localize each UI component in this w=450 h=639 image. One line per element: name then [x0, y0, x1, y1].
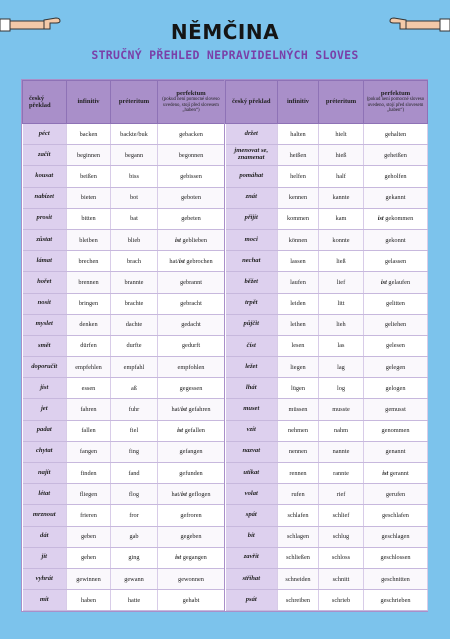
preterite-cell: aß	[111, 378, 158, 399]
czech-cell: zavřít	[226, 547, 278, 568]
perfect-cell: geschlossen	[364, 547, 428, 568]
infinitive-cell: beginnen	[67, 145, 111, 166]
perfect-cell: gehabt	[158, 590, 225, 611]
czech-cell: běžet	[226, 272, 278, 293]
table-row	[23, 166, 225, 187]
preterite-cell: kam	[319, 208, 364, 229]
perfect-cell: geschrieben	[364, 590, 428, 611]
table-row	[226, 484, 428, 505]
infinitive-cell: haben	[67, 590, 111, 611]
perfect-cell: gebissen	[158, 166, 225, 187]
czech-cell: lámat	[23, 251, 67, 272]
perfect-cell: hat/ist gefahren	[158, 399, 225, 420]
czech-cell: lhát	[226, 378, 278, 399]
table-row	[226, 568, 428, 589]
perfect-cell: ist gerannt	[364, 463, 428, 484]
infinitive-cell: frieren	[67, 505, 111, 526]
auxiliary-ist: ist	[180, 490, 187, 498]
auxiliary-ist: ist	[177, 427, 184, 435]
infinitive-cell: leihen	[278, 314, 319, 335]
czech-cell: držet	[226, 124, 278, 145]
table-row	[23, 568, 225, 589]
preterite-cell: hieß	[319, 145, 364, 166]
preterite-cell: schnitt	[319, 568, 364, 589]
preterite-cell: brachte	[111, 293, 158, 314]
perfect-cell: ist geblieben	[158, 229, 225, 250]
infinitive-cell: laufen	[278, 272, 319, 293]
preterite-cell: bot	[111, 187, 158, 208]
czech-cell: chytat	[23, 441, 67, 462]
czech-cell: hořet	[23, 272, 67, 293]
table-row	[226, 547, 428, 568]
table-row	[226, 378, 428, 399]
czech-cell: jít	[23, 547, 67, 568]
table-row	[23, 314, 225, 335]
perfect-cell: gebacken	[158, 124, 225, 145]
page-title: NĚMČINA	[170, 20, 280, 44]
perfect-cell: gedacht	[158, 314, 225, 335]
preterite-cell: lief	[319, 272, 364, 293]
infinitive-cell: kennen	[278, 187, 319, 208]
preterite-cell: gewann	[111, 568, 158, 589]
perfect-cell: gelesen	[364, 335, 428, 356]
infinitive-cell: liegen	[278, 357, 319, 378]
perfect-cell: geliehen	[364, 314, 428, 335]
czech-cell: muset	[226, 399, 278, 420]
table-row	[23, 399, 225, 420]
preterite-cell: rief	[319, 484, 364, 505]
infinitive-cell: essen	[67, 378, 111, 399]
preterite-cell: fror	[111, 505, 158, 526]
table-row	[23, 145, 225, 166]
preterite-cell: backte/buk	[111, 124, 158, 145]
preterite-cell: bat	[111, 208, 158, 229]
preterite-cell: litt	[319, 293, 364, 314]
czech-cell: spát	[226, 505, 278, 526]
perfect-cell: gegeben	[158, 526, 225, 547]
infinitive-cell: nennen	[278, 441, 319, 462]
infinitive-cell: lügen	[278, 378, 319, 399]
table-row	[23, 378, 225, 399]
table-row	[226, 357, 428, 378]
preterite-cell: nannte	[319, 441, 364, 462]
czech-cell: nosit	[23, 293, 67, 314]
table-row	[23, 357, 225, 378]
preterite-cell: ließ	[319, 251, 364, 272]
perfect-cell: gerufen	[364, 484, 428, 505]
auxiliary-ist: ist	[175, 554, 182, 562]
infinitive-cell: bringen	[67, 293, 111, 314]
czech-cell: dát	[23, 526, 67, 547]
preterite-cell: durfte	[111, 335, 158, 356]
table-row	[23, 505, 225, 526]
czech-cell: létat	[23, 484, 67, 505]
czech-cell: mrznout	[23, 505, 67, 526]
czech-cell: padat	[23, 420, 67, 441]
infinitive-cell: kommen	[278, 208, 319, 229]
perfect-cell: gebrannt	[158, 272, 225, 293]
table-row	[23, 124, 225, 145]
preterite-cell: fiel	[111, 420, 158, 441]
table-row	[226, 463, 428, 484]
table-row	[226, 314, 428, 335]
table-row	[23, 420, 225, 441]
table-row	[226, 166, 428, 187]
table-row	[226, 272, 428, 293]
table-row	[23, 590, 225, 611]
infinitive-cell: heißen	[278, 145, 319, 166]
czech-cell: přijít	[226, 208, 278, 229]
preterite-cell: hielt	[319, 124, 364, 145]
czech-cell: péct	[23, 124, 67, 145]
perfect-cell: gedurft	[158, 335, 225, 356]
perfect-cell: geschlagen	[364, 526, 428, 547]
table-row	[23, 335, 225, 356]
table-row	[23, 187, 225, 208]
czech-cell: vzít	[226, 420, 278, 441]
table-row	[23, 484, 225, 505]
infinitive-cell: brennen	[67, 272, 111, 293]
preterite-cell: lieh	[319, 314, 364, 335]
preterite-cell: dachte	[111, 314, 158, 335]
auxiliary-ist: ist	[180, 406, 187, 414]
table-row	[226, 335, 428, 356]
czech-cell: doporučit	[23, 357, 67, 378]
perfect-cell: gemusst	[364, 399, 428, 420]
czech-cell: najít	[23, 463, 67, 484]
infinitive-cell: rennen	[278, 463, 319, 484]
preterite-cell: log	[319, 378, 364, 399]
infinitive-cell: fangen	[67, 441, 111, 462]
table-row	[226, 124, 428, 145]
preterite-cell: biss	[111, 166, 158, 187]
perfect-cell: gebracht	[158, 293, 225, 314]
perfect-cell: hat/ist gebrochen	[158, 251, 225, 272]
perfect-cell: geholfen	[364, 166, 428, 187]
auxiliary-ist: ist	[178, 257, 185, 265]
czech-cell: moci	[226, 229, 278, 250]
verb-table-left-panel	[22, 80, 224, 611]
preterite-cell: rannte	[319, 463, 364, 484]
czech-cell: jmenovat se, znamenat	[226, 145, 278, 166]
preterite-cell: nahm	[319, 420, 364, 441]
auxiliary-ist: ist	[380, 278, 387, 286]
czech-cell: ležet	[226, 357, 278, 378]
czech-cell: jíst	[23, 378, 67, 399]
preterite-cell: schloss	[319, 547, 364, 568]
verb-table-right-panel	[225, 80, 427, 611]
czech-cell: jet	[23, 399, 67, 420]
czech-cell: číst	[226, 335, 278, 356]
perfect-cell: gewonnen	[158, 568, 225, 589]
infinitive-cell: leiden	[278, 293, 319, 314]
table-row	[226, 590, 428, 611]
preterite-cell: gab	[111, 526, 158, 547]
czech-cell: kousat	[23, 166, 67, 187]
perfect-cell: ist gefallen	[158, 420, 225, 441]
column-header-perfect	[364, 81, 428, 124]
perfect-cell: gekonnt	[364, 229, 428, 250]
perfect-cell: geschnitten	[364, 568, 428, 589]
table-row	[226, 505, 428, 526]
preterite-cell: fing	[111, 441, 158, 462]
table-row	[23, 208, 225, 229]
czech-cell: mít	[23, 590, 67, 611]
perfect-cell: gehalten	[364, 124, 428, 145]
auxiliary-ist: ist	[377, 215, 384, 223]
table-row	[23, 441, 225, 462]
infinitive-cell: fallen	[67, 420, 111, 441]
preterite-cell: konnte	[319, 229, 364, 250]
preterite-cell: kannte	[319, 187, 364, 208]
table-row	[226, 399, 428, 420]
perfect-cell: empfohlen	[158, 357, 225, 378]
table-row	[23, 272, 225, 293]
czech-cell: začít	[23, 145, 67, 166]
czech-cell: bít	[226, 526, 278, 547]
perfect-cell: geboten	[158, 187, 225, 208]
infinitive-cell: lesen	[278, 335, 319, 356]
column-header-czech: český překlad	[226, 81, 278, 124]
perfect-cell: gekannt	[364, 187, 428, 208]
preterite-cell: lag	[319, 357, 364, 378]
preterite-cell: schlug	[319, 526, 364, 547]
infinitive-cell: schneiden	[278, 568, 319, 589]
column-header-czech: český překlad	[23, 81, 67, 124]
table-row	[226, 420, 428, 441]
preterite-cell: begann	[111, 145, 158, 166]
czech-cell: trpět	[226, 293, 278, 314]
perfect-cell: hat/ist geflogen	[158, 484, 225, 505]
column-header-perfect-label: perfektum	[380, 89, 411, 97]
perfect-cell: gelassen	[364, 251, 428, 272]
czech-cell: smět	[23, 335, 67, 356]
page-subtitle: STRUČNÝ PŘEHLED NEPRAVIDELNÝCH SLOVES	[91, 48, 359, 62]
auxiliary-ist: ist	[382, 469, 389, 477]
infinitive-cell: finden	[67, 463, 111, 484]
verb-table-left-body	[23, 124, 225, 611]
perfect-cell: ist gekommen	[364, 208, 428, 229]
preterite-cell: schlief	[319, 505, 364, 526]
preterite-cell: hatte	[111, 590, 158, 611]
perfect-cell: gefangen	[158, 441, 225, 462]
czech-cell: nazvat	[226, 441, 278, 462]
czech-cell: psát	[226, 590, 278, 611]
infinitive-cell: fliegen	[67, 484, 111, 505]
infinitive-cell: schlagen	[278, 526, 319, 547]
preterite-cell: ging	[111, 547, 158, 568]
preterite-cell: half	[319, 166, 364, 187]
infinitive-cell: können	[278, 229, 319, 250]
table-row	[23, 251, 225, 272]
czech-cell: utíkat	[226, 463, 278, 484]
infinitive-cell: fahren	[67, 399, 111, 420]
table-row	[226, 441, 428, 462]
perfect-cell: begonnen	[158, 145, 225, 166]
perfect-cell: gegessen	[158, 378, 225, 399]
czech-cell: znát	[226, 187, 278, 208]
infinitive-cell: bleiben	[67, 229, 111, 250]
infinitive-cell: gehen	[67, 547, 111, 568]
infinitive-cell: geben	[67, 526, 111, 547]
preterite-cell: fuhr	[111, 399, 158, 420]
perfect-cell: genannt	[364, 441, 428, 462]
preterite-cell: brach	[111, 251, 158, 272]
infinitive-cell: nehmen	[278, 420, 319, 441]
infinitive-cell: backen	[67, 124, 111, 145]
column-header-infinitive: infinitiv	[67, 81, 111, 124]
preterite-cell: flog	[111, 484, 158, 505]
infinitive-cell: brechen	[67, 251, 111, 272]
czech-cell: prosit	[23, 208, 67, 229]
table-row	[23, 547, 225, 568]
table-row	[226, 187, 428, 208]
table-row	[23, 229, 225, 250]
column-header-perfect	[158, 81, 225, 124]
czech-cell: stříhat	[226, 568, 278, 589]
column-header-perfect-label: perfektum	[176, 89, 206, 97]
column-header-perfect-note: (pokud není pomocné sloveso uvedeno, stojí před slovesem „haben“)	[366, 97, 425, 114]
perfect-cell: gelitten	[364, 293, 428, 314]
czech-cell: půjčit	[226, 314, 278, 335]
verb-table-left	[22, 80, 225, 611]
preterite-cell: empfahl	[111, 357, 158, 378]
table-row	[23, 463, 225, 484]
perfect-cell: geschlafen	[364, 505, 428, 526]
infinitive-cell: müssen	[278, 399, 319, 420]
czech-cell: zůstat	[23, 229, 67, 250]
infinitive-cell: helfen	[278, 166, 319, 187]
perfect-cell: genommen	[364, 420, 428, 441]
perfect-cell: gebeten	[158, 208, 225, 229]
table-row	[226, 293, 428, 314]
table-row	[226, 208, 428, 229]
czech-cell: nechat	[226, 251, 278, 272]
infinitive-cell: rufen	[278, 484, 319, 505]
infinitive-cell: denken	[67, 314, 111, 335]
czech-cell: vyhrát	[23, 568, 67, 589]
preterite-cell: brannte	[111, 272, 158, 293]
infinitive-cell: schließen	[278, 547, 319, 568]
infinitive-cell: lassen	[278, 251, 319, 272]
infinitive-cell: schlafen	[278, 505, 319, 526]
czech-cell: nabízet	[23, 187, 67, 208]
column-header-preterite: préteritum	[319, 81, 364, 124]
table-row	[23, 293, 225, 314]
infinitive-cell: bitten	[67, 208, 111, 229]
infinitive-cell: schreiben	[278, 590, 319, 611]
czech-cell: pomáhat	[226, 166, 278, 187]
infinitive-cell: dürfen	[67, 335, 111, 356]
czech-cell: volat	[226, 484, 278, 505]
perfect-cell: ist gelaufen	[364, 272, 428, 293]
perfect-cell: gelogen	[364, 378, 428, 399]
preterite-cell: las	[319, 335, 364, 356]
infinitive-cell: empfehlen	[67, 357, 111, 378]
infinitive-cell: halten	[278, 124, 319, 145]
verb-table-right-body	[226, 124, 428, 611]
preterite-cell: fand	[111, 463, 158, 484]
infinitive-cell: gewinnen	[67, 568, 111, 589]
preterite-cell: blieb	[111, 229, 158, 250]
preterite-cell: schrieb	[319, 590, 364, 611]
auxiliary-ist: ist	[174, 236, 181, 244]
table-row	[226, 526, 428, 547]
perfect-cell: gefunden	[158, 463, 225, 484]
infinitive-cell: bieten	[67, 187, 111, 208]
column-header-preterite: préteritum	[111, 81, 158, 124]
table-row	[23, 526, 225, 547]
column-header-perfect-note: (pokud není pomocné sloveso uvedeno, stojí před slovesem „haben“)	[162, 97, 220, 114]
perfect-cell: gelegen	[364, 357, 428, 378]
perfect-cell: ist gegangen	[158, 547, 225, 568]
column-header-infinitive: infinitiv	[278, 81, 319, 124]
perfect-cell: gefroren	[158, 505, 225, 526]
table-row	[226, 251, 428, 272]
preterite-cell: musste	[319, 399, 364, 420]
czech-cell: myslet	[23, 314, 67, 335]
verb-table-right	[225, 80, 428, 611]
table-row	[226, 229, 428, 250]
table-row	[226, 145, 428, 166]
infinitive-cell: beißen	[67, 166, 111, 187]
perfect-cell: geheißen	[364, 145, 428, 166]
